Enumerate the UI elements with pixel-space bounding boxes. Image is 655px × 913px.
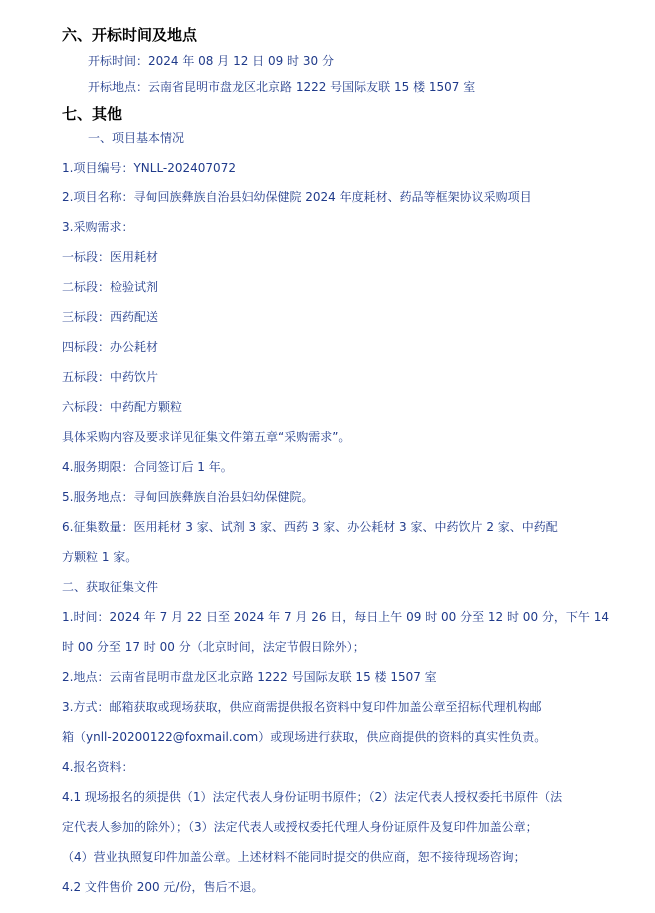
item-project-number: 1.项目编号：YNLL-202407072 [62,161,236,175]
obtain-method-line-1: 3.方式：邮箱获取或现场获取，供应商需提供报名资料中复印件加盖公章至招标代理机构邮 [62,700,542,714]
requirements-note: 具体采购内容及要求详见征集文件第五章“采购需求”。 [62,430,351,444]
lot-2: 二标段：检验试剂 [62,280,159,294]
item-service-place: 5.服务地点：寻甸回族彝族自治县妇幼保健院。 [62,490,314,504]
lot-3: 三标段：西药配送 [62,310,159,324]
materials-4-1-line-1: 4.1 现场报名的须提供（1）法定代表人身份证明书原件；（2）法定代表人授权委托书原件（法 [62,790,563,804]
item-service-period: 4.服务期限：合同签订后 1 年。 [62,460,233,474]
materials-4-1-line-2: 定代表人参加的除外）；（3）法定代表人或授权委托代理人身份证原件及复印件加盖公章； [62,820,538,834]
lot-5: 五标段：中药饮片 [62,370,159,384]
obtain-time-line-2: 时 00 分至 17 时 00 分（北京时间，法定节假日除外）； [62,640,365,654]
materials-4-2: 4.2 文件售价 200 元/份，售后不退。 [62,880,264,894]
opening-time: 开标时间：2024 年 08 月 12 日 09 时 30 分 [88,54,334,68]
item-quantity-line-1: 6.征集数量：医用耗材 3 家、试剂 3 家、西药 3 家、办公耗材 3 家、中药饮片 2 家、中药配 [62,520,558,534]
lot-6: 六标段：中药配方颗粒 [62,400,183,414]
item-quantity-line-2: 方颗粒 1 家。 [62,550,138,564]
registration-materials: 4.报名资料： [62,760,134,774]
subsection-obtain-docs: 二、获取征集文件 [62,580,159,594]
subsection-basic-info: 一、项目基本情况 [88,131,185,145]
section-6-heading: 六、开标时间及地点 [62,26,198,44]
section-7-heading: 七、其他 [62,105,123,123]
obtain-place: 2.地点：云南省昆明市盘龙区北京路 1222 号国际友联 15 楼 1507 室 [62,670,437,684]
obtain-time-line-1: 1.时间：2024 年 7 月 22 日至 2024 年 7 月 26 日，每日上午 09 时 00 分至 12 时 00 分，下午 14 [62,610,609,624]
materials-4-1-line-3: （4）营业执照复印件加盖公章。上述材料不能同时提交的供应商，恕不接待现场咨询； [62,850,526,864]
lot-4: 四标段：办公耗材 [62,340,159,354]
item-project-name: 2.项目名称：寻甸回族彝族自治县妇幼保健院 2024 年度耗材、药品等框架协议采购项目 [62,190,532,204]
lot-1: 一标段：医用耗材 [62,250,159,264]
obtain-method-line-2: 箱（ynll-20200122@foxmail.com）或现场进行获取，供应商提供的资料的真实性负责。 [62,730,547,744]
item-requirements: 3.采购需求： [62,220,134,234]
opening-place: 开标地点：云南省昆明市盘龙区北京路 1222 号国际友联 15 楼 1507 室 [88,80,476,94]
